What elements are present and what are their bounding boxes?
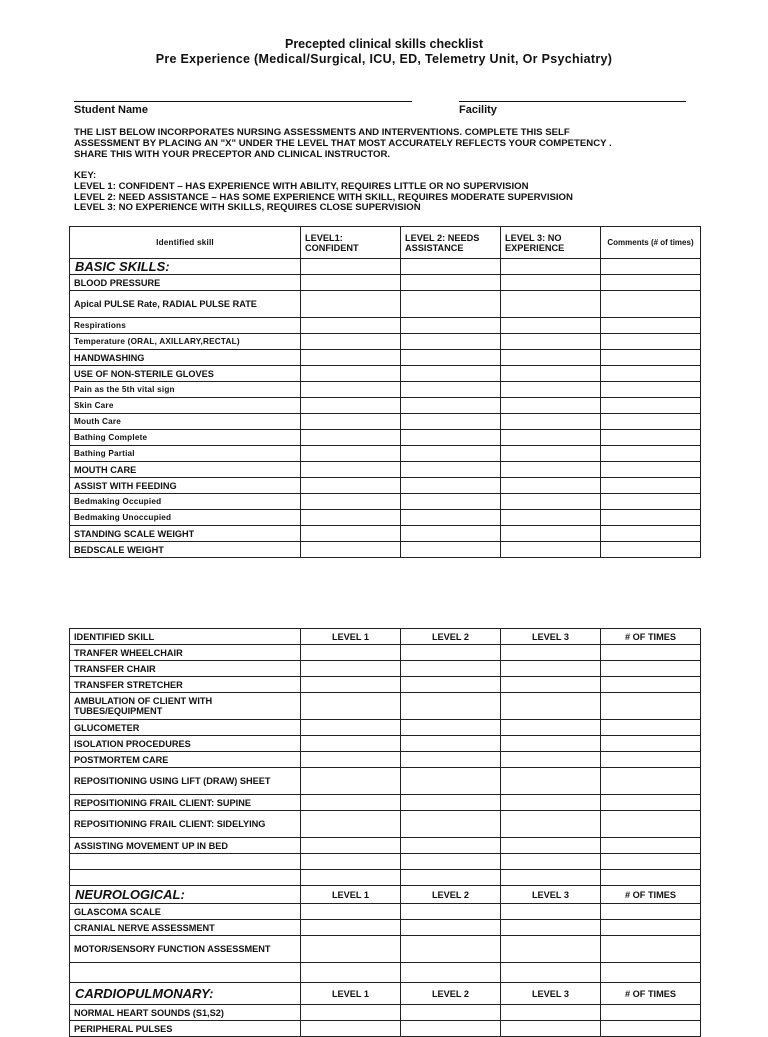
- header-level-3: LEVEL 3: [501, 886, 601, 904]
- level-cell[interactable]: [301, 1021, 401, 1037]
- skill-name: GLUCOMETER: [70, 720, 301, 736]
- level-cell[interactable]: [301, 366, 401, 382]
- level-cell[interactable]: [501, 318, 601, 334]
- times-cell[interactable]: [601, 752, 701, 768]
- times-cell[interactable]: [601, 645, 701, 661]
- level-cell[interactable]: [501, 259, 601, 275]
- page-title: Precepted clinical skills checklist: [284, 37, 484, 51]
- skill-name: ASSIST WITH FEEDING: [70, 478, 301, 494]
- skill-name: REPOSITIONING FRAIL CLIENT: SIDELYING: [70, 811, 301, 838]
- skill-name: POSTMORTEM CARE: [70, 752, 301, 768]
- level-cell[interactable]: [501, 936, 601, 963]
- header-level-2: LEVEL 2: [401, 983, 501, 1005]
- times-cell[interactable]: [601, 811, 701, 838]
- comments-cell[interactable]: [601, 526, 701, 542]
- skill-name: NORMAL HEART SOUNDS (S1,S2): [70, 1005, 301, 1021]
- level-cell[interactable]: [501, 526, 601, 542]
- section-basic-skills: BASIC SKILLS:: [70, 259, 301, 275]
- times-cell[interactable]: [601, 795, 701, 811]
- comments-cell[interactable]: [601, 259, 701, 275]
- level-cell[interactable]: [501, 870, 601, 886]
- level-cell[interactable]: [301, 736, 401, 752]
- level-cell[interactable]: [301, 645, 401, 661]
- level-cell[interactable]: [501, 811, 601, 838]
- comments-cell[interactable]: [601, 430, 701, 446]
- times-cell[interactable]: [601, 1005, 701, 1021]
- times-cell[interactable]: [601, 720, 701, 736]
- times-cell[interactable]: [601, 854, 701, 870]
- comments-cell[interactable]: [601, 398, 701, 414]
- level-cell[interactable]: [501, 645, 601, 661]
- level-cell[interactable]: [301, 259, 401, 275]
- level-cell[interactable]: [501, 693, 601, 720]
- level-cell[interactable]: [401, 936, 501, 963]
- comments-cell[interactable]: [601, 414, 701, 430]
- level-cell[interactable]: [401, 462, 501, 478]
- level-cell[interactable]: [401, 366, 501, 382]
- level-cell[interactable]: [501, 542, 601, 558]
- times-cell[interactable]: [601, 936, 701, 963]
- student-name-label: Student Name: [74, 104, 148, 116]
- level-cell[interactable]: [301, 398, 401, 414]
- skill-name: MOTOR/SENSORY FUNCTION ASSESSMENT: [70, 936, 301, 963]
- instructions: [74, 128, 714, 160]
- level-cell[interactable]: [301, 334, 401, 350]
- blank-skill[interactable]: [70, 870, 301, 886]
- instruction-line: SHARE THIS WITH YOUR PRECEPTOR AND CLINICAL INSTRUCTOR.: [74, 148, 391, 160]
- times-cell[interactable]: [601, 1021, 701, 1037]
- level-cell[interactable]: [501, 768, 601, 795]
- header-comments: Comments (# of times): [601, 227, 701, 259]
- instruction-line: THE LIST BELOW INCORPORATES NURSING ASSESSMENTS AND INTERVENTIONS. COMPLETE THIS SELF: [74, 127, 570, 138]
- level-cell[interactable]: [401, 795, 501, 811]
- level-cell[interactable]: [301, 904, 401, 920]
- level-cell[interactable]: [501, 720, 601, 736]
- header-level-3: LEVEL 3: [501, 629, 601, 645]
- key-line: LEVEL 1: CONFIDENT – HAS EXPERIENCE WITH ABILITY, REQUIRES LITTLE OR NO SUPERVISION: [74, 180, 529, 192]
- level-cell[interactable]: [401, 318, 501, 334]
- level-cell[interactable]: [501, 1005, 601, 1021]
- level-cell[interactable]: [401, 430, 501, 446]
- times-cell[interactable]: [601, 963, 701, 983]
- comments-cell[interactable]: [601, 478, 701, 494]
- skill-name: Respirations: [70, 318, 301, 334]
- level-cell[interactable]: [301, 350, 401, 366]
- level-cell[interactable]: [301, 920, 401, 936]
- blank-skill[interactable]: [70, 963, 301, 983]
- level-cell[interactable]: [301, 720, 401, 736]
- times-cell[interactable]: [601, 736, 701, 752]
- level-cell[interactable]: [501, 838, 601, 854]
- level-cell[interactable]: [501, 963, 601, 983]
- key-line: LEVEL 2: NEED ASSISTANCE – HAS SOME EXPERIENCE WITH SKILL, REQUIRES MODERATE SUPERVISION: [74, 191, 573, 203]
- level-cell[interactable]: [301, 446, 401, 462]
- comments-cell[interactable]: [601, 318, 701, 334]
- skill-name: Mouth Care: [70, 414, 301, 430]
- level-cell[interactable]: [401, 904, 501, 920]
- level-cell[interactable]: [401, 768, 501, 795]
- times-cell[interactable]: [601, 661, 701, 677]
- level-cell[interactable]: [401, 854, 501, 870]
- section-cardiopulmonary: CARDIOPULMONARY:: [70, 983, 301, 1005]
- comments-cell[interactable]: [601, 291, 701, 318]
- key-heading: KEY:: [74, 170, 97, 181]
- skill-name: BEDSCALE WEIGHT: [70, 542, 301, 558]
- level-cell[interactable]: [401, 752, 501, 768]
- level-cell[interactable]: [501, 414, 601, 430]
- skill-name: AMBULATION OF CLIENT WITH TUBES/EQUIPMENT: [70, 693, 301, 720]
- level-cell[interactable]: [301, 382, 401, 398]
- level-cell[interactable]: [401, 526, 501, 542]
- header-level-3: LEVEL 3: NO EXPERIENCE: [501, 227, 601, 259]
- level-cell[interactable]: [501, 494, 601, 510]
- level-cell[interactable]: [401, 510, 501, 526]
- comments-cell[interactable]: [601, 275, 701, 291]
- level-cell[interactable]: [301, 661, 401, 677]
- skill-name: Temperature (ORAL, AXILLARY,RECTAL): [70, 334, 301, 350]
- level-cell[interactable]: [501, 366, 601, 382]
- level-cell[interactable]: [301, 870, 401, 886]
- skill-name: REPOSITIONING USING LIFT (DRAW) SHEET: [70, 768, 301, 795]
- level-cell[interactable]: [401, 542, 501, 558]
- times-cell[interactable]: [601, 693, 701, 720]
- key-line: LEVEL 3: NO EXPERIENCE WITH SKILLS, REQUIRES CLOSE SUPERVISION: [74, 202, 421, 214]
- skill-name: ISOLATION PROCEDURES: [70, 736, 301, 752]
- times-cell[interactable]: [601, 677, 701, 693]
- comments-cell[interactable]: [601, 366, 701, 382]
- level-cell[interactable]: [401, 1005, 501, 1021]
- level-cell[interactable]: [301, 510, 401, 526]
- level-cell[interactable]: [301, 542, 401, 558]
- skill-name: Bedmaking Unoccupied: [70, 510, 301, 526]
- section-neurological: NEUROLOGICAL:: [70, 886, 301, 904]
- skill-name: Pain as the 5th vital sign: [70, 382, 301, 398]
- level-cell[interactable]: [401, 478, 501, 494]
- facility-line[interactable]: [459, 101, 686, 102]
- level-cell[interactable]: [401, 1021, 501, 1037]
- level-cell[interactable]: [301, 811, 401, 838]
- level-cell[interactable]: [301, 677, 401, 693]
- times-cell[interactable]: [601, 920, 701, 936]
- level-cell[interactable]: [501, 661, 601, 677]
- level-cell[interactable]: [501, 795, 601, 811]
- header-level-2: LEVEL 2: [401, 629, 501, 645]
- skill-name: GLASCOMA SCALE: [70, 904, 301, 920]
- header-identified-skill: IDENTIFIED SKILL: [70, 629, 301, 645]
- level-cell[interactable]: [401, 334, 501, 350]
- level-cell[interactable]: [401, 838, 501, 854]
- level-cell[interactable]: [401, 693, 501, 720]
- level-cell[interactable]: [301, 752, 401, 768]
- header-level-1: LEVEL 1: [301, 983, 401, 1005]
- header-times: # OF TIMES: [601, 983, 701, 1005]
- level-cell[interactable]: [301, 275, 401, 291]
- comments-cell[interactable]: [601, 494, 701, 510]
- header-level-2: LEVEL 2: NEEDS ASSISTANCE: [401, 227, 501, 259]
- comments-cell[interactable]: [601, 446, 701, 462]
- level-cell[interactable]: [301, 854, 401, 870]
- level-cell[interactable]: [301, 291, 401, 318]
- level-cell[interactable]: [501, 510, 601, 526]
- level-cell[interactable]: [301, 1005, 401, 1021]
- level-cell[interactable]: [501, 275, 601, 291]
- comments-cell[interactable]: [601, 542, 701, 558]
- level-cell[interactable]: [401, 811, 501, 838]
- comments-cell[interactable]: [601, 382, 701, 398]
- level-cell[interactable]: [301, 963, 401, 983]
- skill-name: Bedmaking Occupied: [70, 494, 301, 510]
- level-cell[interactable]: [301, 838, 401, 854]
- basic-skills-table: [69, 226, 701, 558]
- level-cell[interactable]: [501, 854, 601, 870]
- skill-name: REPOSITIONING FRAIL CLIENT: SUPINE: [70, 795, 301, 811]
- level-cell[interactable]: [401, 661, 501, 677]
- level-cell[interactable]: [501, 736, 601, 752]
- header-level-1: LEVEL 1: [301, 629, 401, 645]
- level-cell[interactable]: [501, 1021, 601, 1037]
- level-key: [74, 171, 714, 214]
- level-cell[interactable]: [501, 478, 601, 494]
- skill-name: BLOOD PRESSURE: [70, 275, 301, 291]
- level-cell[interactable]: [401, 350, 501, 366]
- level-cell[interactable]: [401, 870, 501, 886]
- times-cell[interactable]: [601, 904, 701, 920]
- comments-cell[interactable]: [601, 462, 701, 478]
- header-times: # OF TIMES: [601, 886, 701, 904]
- header-level-1: LEVEL1: CONFIDENT: [301, 227, 401, 259]
- level-cell[interactable]: [501, 291, 601, 318]
- skill-name: Skin Care: [70, 398, 301, 414]
- level-cell[interactable]: [301, 768, 401, 795]
- facility-label: Facility: [459, 104, 497, 116]
- level-cell[interactable]: [501, 752, 601, 768]
- level-cell[interactable]: [401, 446, 501, 462]
- level-cell[interactable]: [501, 462, 601, 478]
- comments-cell[interactable]: [601, 350, 701, 366]
- times-cell[interactable]: [601, 838, 701, 854]
- skill-name: Bathing Complete: [70, 430, 301, 446]
- level-cell[interactable]: [401, 382, 501, 398]
- level-cell[interactable]: [301, 936, 401, 963]
- skill-name: USE OF NON-STERILE GLOVES: [70, 366, 301, 382]
- level-cell[interactable]: [401, 720, 501, 736]
- level-cell[interactable]: [501, 382, 601, 398]
- level-cell[interactable]: [501, 430, 601, 446]
- header-level-2: LEVEL 2: [401, 886, 501, 904]
- level-cell[interactable]: [401, 677, 501, 693]
- level-cell[interactable]: [401, 275, 501, 291]
- comments-cell[interactable]: [601, 334, 701, 350]
- additional-skills-table: [69, 628, 701, 1037]
- skill-name: TRANFER WHEELCHAIR: [70, 645, 301, 661]
- level-cell[interactable]: [501, 677, 601, 693]
- level-cell[interactable]: [401, 494, 501, 510]
- level-cell[interactable]: [301, 693, 401, 720]
- level-cell[interactable]: [401, 259, 501, 275]
- level-cell[interactable]: [401, 398, 501, 414]
- student-name-line[interactable]: [74, 101, 412, 102]
- level-cell[interactable]: [301, 795, 401, 811]
- level-cell[interactable]: [301, 462, 401, 478]
- times-cell[interactable]: [601, 768, 701, 795]
- level-cell[interactable]: [401, 736, 501, 752]
- skill-name: STANDING SCALE WEIGHT: [70, 526, 301, 542]
- skill-name: PERIPHERAL PULSES: [70, 1021, 301, 1037]
- header-level-3: LEVEL 3: [501, 983, 601, 1005]
- skill-name: TRANSFER STRETCHER: [70, 677, 301, 693]
- skill-name: CRANIAL NERVE ASSESSMENT: [70, 920, 301, 936]
- skill-name: HANDWASHING: [70, 350, 301, 366]
- level-cell[interactable]: [301, 430, 401, 446]
- level-cell[interactable]: [501, 904, 601, 920]
- times-cell[interactable]: [601, 870, 701, 886]
- level-cell[interactable]: [301, 494, 401, 510]
- level-cell[interactable]: [401, 291, 501, 318]
- skill-name: Apical PULSE Rate, RADIAL PULSE RATE: [70, 291, 301, 318]
- level-cell[interactable]: [401, 645, 501, 661]
- level-cell[interactable]: [501, 446, 601, 462]
- level-cell[interactable]: [501, 398, 601, 414]
- level-cell[interactable]: [401, 963, 501, 983]
- level-cell[interactable]: [401, 414, 501, 430]
- level-cell[interactable]: [301, 526, 401, 542]
- level-cell[interactable]: [401, 920, 501, 936]
- skill-name: Bathing Partial: [70, 446, 301, 462]
- skill-name: MOUTH CARE: [70, 462, 301, 478]
- level-cell[interactable]: [501, 334, 601, 350]
- level-cell[interactable]: [301, 478, 401, 494]
- skill-name: ASSISTING MOVEMENT UP IN BED: [70, 838, 301, 854]
- blank-skill[interactable]: [70, 854, 301, 870]
- header-level-1: LEVEL 1: [301, 886, 401, 904]
- header-identified-skill: Identified skill: [70, 227, 301, 259]
- level-cell[interactable]: [301, 318, 401, 334]
- level-cell[interactable]: [501, 350, 601, 366]
- level-cell[interactable]: [501, 920, 601, 936]
- comments-cell[interactable]: [601, 510, 701, 526]
- instruction-line: ASSESSMENT BY PLACING AN "X" UNDER THE LEVEL THAT MOST ACCURATELY REFLECTS YOUR COMPETENCY .: [74, 137, 612, 149]
- level-cell[interactable]: [301, 414, 401, 430]
- skill-name: TRANSFER CHAIR: [70, 661, 301, 677]
- header-times: # OF TIMES: [601, 629, 701, 645]
- page-subtitle: Pre Experience (Medical/Surgical, ICU, ED, Telemetry Unit, Or Psychiatry): [155, 52, 613, 66]
